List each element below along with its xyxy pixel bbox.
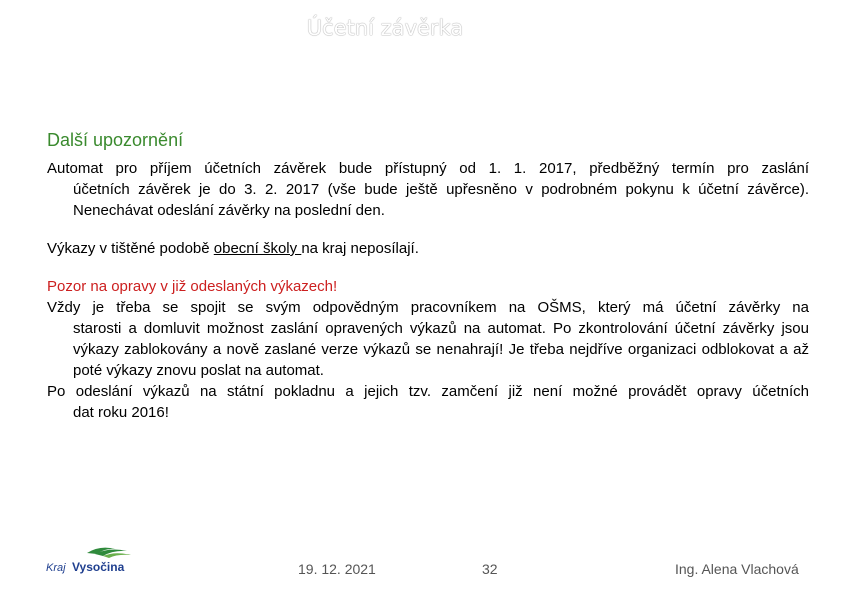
paragraph-contact [47,297,809,381]
paragraph-automat [47,158,809,221]
warning-heading: Pozor na opravy v již odeslaných výkazech! [47,278,338,295]
svg-text:Kraj: Kraj [46,562,66,574]
slide-content [47,130,809,423]
printed-reports-text-before: Výkazy v tištěné podobě [47,240,214,257]
paragraph-contact-rest: starosti a domluvit možnost zaslání opravených výkazů na automat. Po zkontrolování účetní závěrky jsou výkazy zablokovány a nově zaslané verze výkazů se nenahrají! Je třeba nejdříve organizaci odblokovat a až poté výkazy znovu poslat na automat. [73,320,809,379]
footer-page-number: 32 [482,561,498,577]
paragraph-state-treasury-line1: Po odeslání výkazů na státní pokladnu a jejich tzv. zamčení již není možné provádět opravy účetních [47,383,809,400]
svg-text:Vysočina: Vysočina [72,560,125,574]
paragraph-state-treasury-rest: dat roku 2016! [73,404,169,421]
paragraph-printed-reports [47,238,809,259]
footer-author: Ing. Alena Vlachová [675,561,799,577]
paragraph-automat-rest: účetních závěrek je do 3. 2. 2017 (vše bude ještě upřesněno v podrobném pokynu k účetní závěrce). Nenechávat odeslání závěrky na poslední den. [73,181,809,219]
section-heading: Další upozornění [47,130,184,150]
printed-reports-underlined: obecní školy [213,240,302,257]
paragraph-state-treasury [47,381,809,423]
footer-date: 19. 12. 2021 [298,561,376,577]
kraj-vysocina-logo [45,545,135,577]
paragraph-automat-line1: Automat pro příjem účetních závěrek bude přístupný od 1. 1. 2017, předběžný termín pro zaslání [47,160,809,177]
paragraph-contact-line1: Vždy je třeba se spojit se svým odpovědným pracovníkem na OŠMS, který má účetní závěrky na [47,299,809,316]
slide-title: Účetní závěrka [306,16,464,40]
printed-reports-text-after: na kraj neposílají. [301,240,419,257]
